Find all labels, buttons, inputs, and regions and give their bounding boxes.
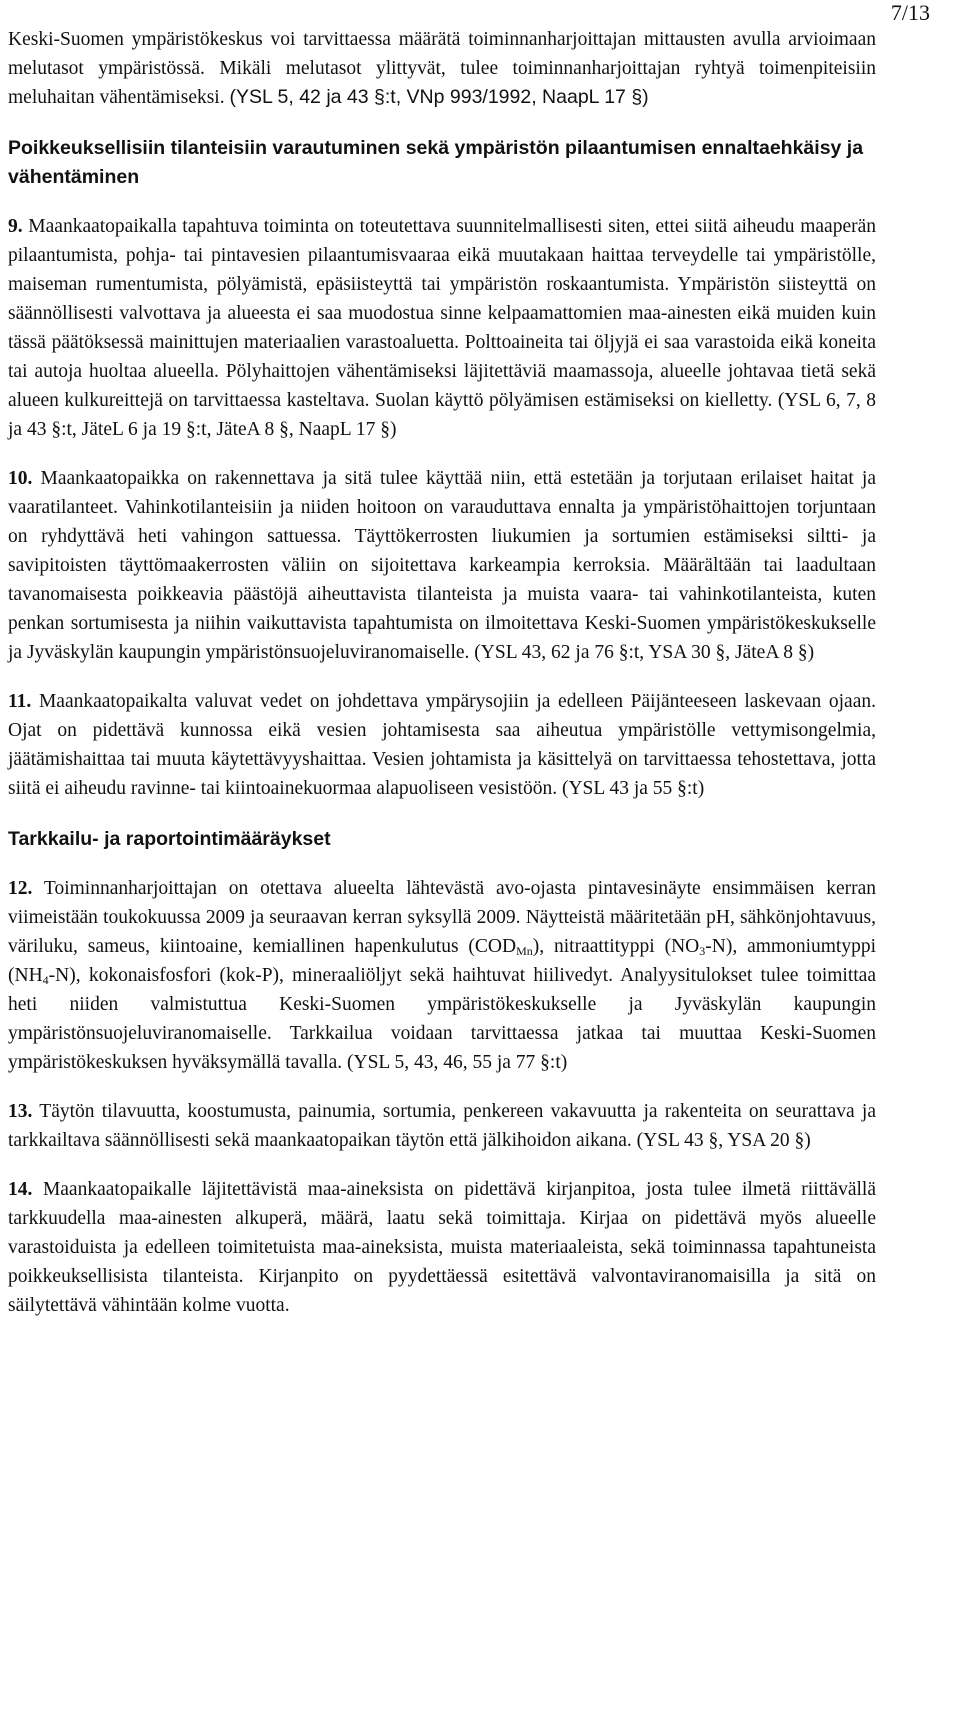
item-text-before: Toiminnanharjoittajan on otettava alueelta lähtevästä avo-ojasta pintavesinäyte ensimmäisen kerran viimeistään toukokuussa 2009 ja seuraavan kerran syksyllä 2009. Näytteistä määritetään pH, sähkönjohtavuus, väriluku, sameus, kiintoaine, kemiallinen hapenkulutus (COD [8, 878, 876, 957]
intro-text: Keski-Suomen ympäristökeskus voi tarvittaessa määrätä toiminnanharjoittajan mittausten avulla arvioimaan melutasot ympäristössä. Mikäli melutasot ylittyvät, tulee toiminnanharjoittajan ryhtyä toimenpiteisiin meluhaitan vähentämiseksi. [8, 29, 876, 108]
cod-subscript: Mn [516, 944, 533, 958]
item-text: Maankaatopaikalla tapahtuva toiminta on toteutettava suunnitelmallisesti siten, ettei siitä aiheudu maaperän pilaantumista, pohja- tai pintavesien pilaantumisvaaraa eikä muutakaan haittaa terveydelle tai ympäristölle, maiseman rumentumista, pölyämistä, epäsiisteyttä tai ympäristön roskaantumista. Ympäristön siisteyttä on säännöllisesti valvottava ja alueesta ei saa muodostua sinne kelpaamattomien maa-ainesten eikä muiden kuin tässä päätöksessä mainittujen materiaalien varastoaluetta. Polttoaineita tai öljyjä ei saa varastoida eikä koneita tai autoja huoltaa alueella. Pölyhaittojen vähentämiseksi läjitettäviä maamassoja, alueelle johtavaa tietä sekä alueen kulkureittejä on tarvittaessa kasteltava. Suolan käyttö pölyämisen estämiseksi on kielletty. (YSL 6, 7, 8 ja 43 §:t, JäteL 6 ja 19 §:t, JäteA 8 §, NaapL 17 §) [8, 216, 876, 440]
item-number: 13. [8, 1101, 33, 1122]
item-text: Maankaatopaikka on rakennettava ja sitä tulee käyttää niin, että estetään ja torjutaan erilaiset haitat ja vaaratilanteet. Vahinkotilanteisiin ja niiden hoitoon on varauduttava ennalta ja ympäristöhaittojen torjuntaan on ryhdyttävä heti vahingon sattuessa. Täyttökerrosten liukumien ja sortumien estämiseksi siltti- ja savipitoisten täyttömaakerrosten väliin on sijoitettava karkeampia kerroksia. Määrältään tai laadultaan tavanomaisesta poikkeavia päästöjä aiheuttavista tilanteista ja muista vaara- tai vahinkotilanteista, kuten penkan sortumisesta ja niihin vaikuttavista tapahtumista on ilmoitettava Keski-Suomen ympäristökeskukselle ja Jyväskylän kaupungin ympäristönsuojeluviranomaiselle. (YSL 43, 62 ja 76 §:t, YSA 30 §, JäteA 8 §) [8, 468, 876, 663]
item-number: 10. [8, 468, 33, 489]
intro-reference: (YSL 5, 42 ja 43 §:t, VNp 993/1992, NaapL 17 §) [229, 86, 649, 108]
item-12 [8, 874, 876, 1077]
page-number: 7/13 [890, 0, 930, 25]
item-11 [8, 687, 876, 803]
item-text-mid1: ), nitraattityppi (NO [532, 936, 700, 957]
item-10 [8, 464, 876, 667]
intro-paragraph [8, 25, 876, 112]
section-heading-monitoring: Tarkkailu- ja raportointimääräykset [8, 828, 331, 850]
item-number: 11. [8, 691, 32, 712]
item-number: 9. [8, 216, 23, 237]
item-number: 12. [8, 878, 33, 899]
item-text: Maankaatopaikalta valuvat vedet on johdettava ympärysojiin ja edelleen Päijänteeseen laskevaan ojaan. Ojat on pidettävä kunnossa eikä vesien johtamisesta saa aiheutua ympäristölle vettymisongelmia, jäätämishaittaa tai muuta käytettävyyshaittaa. Vesien johtamista ja käsittelyä on tarvittaessa tehostettava, jotta siitä ei aiheudu ravinne- tai kiintoainekuormaa alapuoliseen vesistöön. (YSL 43 ja 55 §:t) [8, 691, 876, 799]
nh-subscript: 4 [42, 973, 49, 987]
item-13 [8, 1097, 876, 1155]
no-subscript: 3 [699, 944, 706, 958]
document-body [8, 25, 876, 1320]
section-heading-preparedness: Poikkeuksellisiin tilanteisiin varautuminen sekä ympäristön pilaantumisen ennaltaehkäisy ja vähentäminen [8, 137, 864, 188]
item-text-after: -N), kokonaisfosfori (kok-P), mineraaliöljyt sekä haihtuvat hiilivedyt. Analyysitulokset tulee toimittaa heti niiden valmistuttua Keski-Suomen ympäristökeskukselle ja Jyväskylän kaupungin ympäristönsuojeluviranomaiselle. Tarkkailua voidaan tarvittaessa jatkaa tai muuttaa Keski-Suomen ympäristökeskuksen hyväksymällä tavalla. (YSL 5, 43, 46, 55 ja 77 §:t) [8, 965, 876, 1073]
item-text: Täytön tilavuutta, koostumusta, painumia, sortumia, penkereen vakavuutta ja rakenteita on seurattava ja tarkkailtava säännöllisesti sekä maankaatopaikan täytön että jälkihoidon aikana. (YSL 43 §, YSA 20 §) [8, 1101, 876, 1151]
item-text-mid2: -N), ammoniumtyppi (NH [8, 936, 876, 986]
item-9 [8, 212, 876, 444]
item-number: 14. [8, 1179, 33, 1200]
item-14 [8, 1175, 876, 1320]
item-text: Maankaatopaikalle läjitettävistä maa-aineksista on pidettävä kirjanpitoa, josta tulee ilmetä riittävällä tarkkuudella maa-ainesten alkuperä, määrä, laatu sekä toimittaja. Kirjaa on pidettävä myös alueelle varastoiduista ja edelleen toimitetuista maa-aineksista, muista materiaaleista, sekä toiminnassa tapahtuneista poikkeuksellisista tilanteista. Kirjanpito on pyydettäessä esitettävä valvontaviranomaisilla ja sitä on säilytettävä vähintään kolme vuotta. [8, 1179, 876, 1316]
